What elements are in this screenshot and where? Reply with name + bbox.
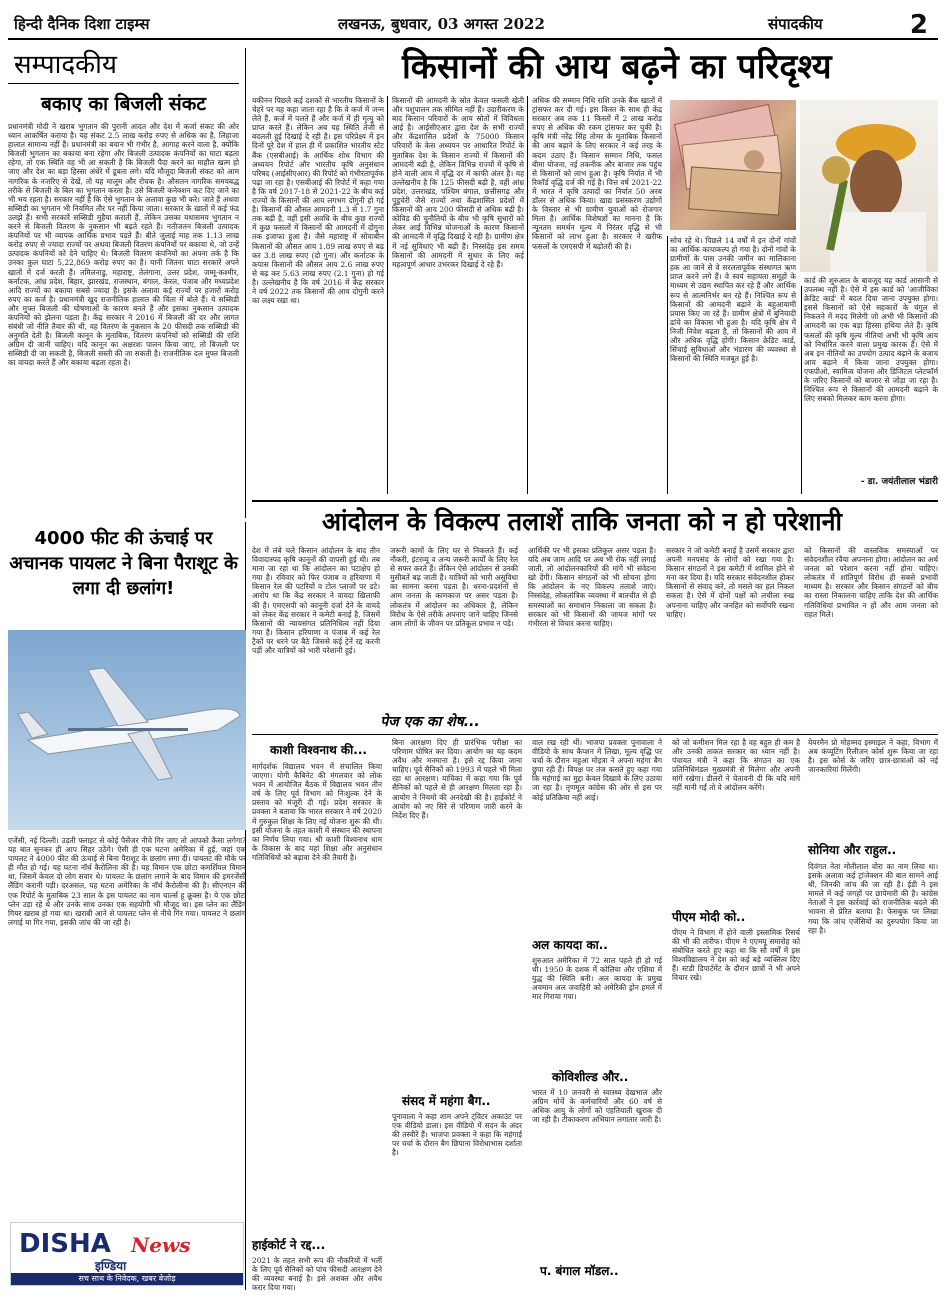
logo-tagline: सच साथ के निवेदक, खबर बेजोड़ [11,1273,243,1285]
main-col-2: किसानों की आमदनी के स्रोत केवल फसली खेती और पशुपालन तक सीमित नहीं हैं। उदारीकरण के बाद किसान परिवारों के आय स्रोतों में विविधता आई है। आईसीएआर द्वारा देश के सभी राज्यों और केंद्रशासित प्रदेशों के 75000 किसान परिवारों के केस अध्ययन पर आधारित रिपोर्ट के मुताबिक देश के किसान राज्यों में किसानों की आमदनी बढ़ी है, लेकिन विभिन्न राज्यों में कृषि से होने वाली आय में वृद्धि दर में काफी अंतर है। यह उल्लेखनीय है कि 125 फीसदी बढ़ी है, वहीं आंध्र प्रदेश, उत्तराखंड, पश्चिम बंगाल, छत्तीसगढ़ और पुडुचेरी जैसे राज्यों तथा केंद्रशासित प्रदेशों में किसानों की आय 200 फीसदी से अधिक बढ़ी है। कोविड की चुनौतियों के बीच भी कृषि सुधारों को लेकर आई विभिन्न योजनाओं के कारण किसानों की आमदनी में वृद्धि दिखाई दे रही है। ग्रामीण क्षेत्र में नई सुविधाएं भी बढ़ी हैं। निस्संदेह इस समय किसानों की आमदनी में सुधार के लिए कई महत्वपूर्ण आधार उभरकर दिखाई दे रहे हैं। [392,96,524,269]
continued-col-3 [532,738,662,1290]
section-label: संपादकीय [768,15,823,33]
column-rule [801,286,802,494]
pm-title: पीएम मोदी को.. [672,910,746,924]
second-story [252,504,938,704]
kashi-body: मार्गदर्शक विद्यालय भवन में संचालित किया जाएगा। योगी कैबिनेट की मंगलवार को लोक भवन में आयोजित बैठक में विद्यालय भवन तीन वर्ष के लिए पूर्व विभाग को निःशुल्क देने के प्रस्ताव को मंजूरी दी गई। प्रदेश सरकार के प्रवक्ता ने बताया कि भारत सरकार ने वर्ष 2020 में गुरुकुल शिक्षा के लिए नई योजना शुरू की थी। इसी योजना के तहत काशी में संस्थान की स्थापना का निर्णय लिया गया। श्री काशी विश्वनाथ धाम के विकास के बाद यहां शिक्षा और अनुसंधान गतिविधियों को बढ़ावा देने की तैयारी है। [252,762,382,862]
bangal-title: प. बंगाल मॉडल.. [540,1264,619,1278]
column-rule [387,96,388,494]
masthead [8,6,938,40]
currency-notes-photo [670,100,796,230]
alkayda-title: अल कायदा का.. [532,938,608,952]
pilot-body: एजेंसी, नई दिल्ली। उड़ती फ्लाइट से कोई पैसेंजर नीचे गिर जाए तो आपको कैसा लगेगा? यह बात सुनकर ही आप सिहर उठेंगे। ऐसी ही एक घटना अमेरिका में हुई, जहां एक पायलट ने 4000 फीट की ऊंचाई से बिना पैराशूट के छलांग लगा दी। पायलट की मौके पर ही मौत हो गई। यह घटना नॉर्थ कैरोलिना की है। यह विमान एक छोटा कमर्शियल विमान था, जिसमें केवल दो लोग सवार थे। पायलट के छलांग लगाने के बाद विमान की इमरजेंसी लैंडिंग करानी पड़ी। दरअसल, यह घटना अमेरिका के नॉर्थ कैरोलीना की है। सीएनएन की एक रिपोर्ट के मुताबिक 23 साल के इस पायलट का नाम चार्ल्स हू क्रूक्स है। ये एक छोटा प्लेन उड़ा रहे थे और उनके साथ उनका एक सहयोगी भी मौजूद था। इस प्लेन का लैंडिंग गियर खराब हो गया था। खराबी आने से पायलट प्लेन से नीचे गिर गया। पायलट ने छलांग लगाई या गिर गया, इसकी जांच की जा रही है। [8,836,246,927]
sansad-continued-body: वाल रख रही थीं। भाजपा प्रवक्ता पूनावाला ने वीडियो के साथ कैप्शन में लिखा, मूल्य वृद्धि पर चर्चा के दौरान महुआ मोइत्रा ने अपना महंगा बैग छुपा रही हैं। विपक्ष पर तंज कसते हुए कहा गया कि महंगाई का मुद्दा केवल दिखावे के लिए उठाया जा रहा है। तृणमूल कांग्रेस की ओर से इस पर कोई प्रतिक्रिया नहीं आई। [532,738,662,802]
sansad-title: संसद में महंगा बैग.. [402,1094,491,1108]
column-rule [667,236,668,494]
continued-section [252,738,938,1293]
covid-body: भारत में 10 जनवरी से स्वास्थ्य देखभाल और अग्रिम मोर्चे के कर्मचारियों और 60 वर्ष से अधिक आयु के लोगों को एहतियाती खुराक दी जा रही है। टीकाकरण अभियान लगातार जारी है। [532,1088,662,1125]
second-col-4: सरकार ने जो कमेटी बनाई है उसमें सरकार द्वारा अपनी मनपसंद के लोगों को रखा गया है। किसान संगठनों ने इस कमेटी में शामिल होने से मना कर दिया है। यदि सरकार संवेदनशील होकर किसानों से संवाद करे, तो मसले का हल निकल सकता है। ऐसे में दोनों पक्षों को लचीला रुख अपनाना चाहिए और जनहित को सर्वोपरि रखना चाहिए। [666,546,794,619]
sonia-body: दिवंगत नेता मोतीलाल वोरा का नाम लिया था। इसके अलावा कई ट्रांजेक्शन की बात सामने आई थी, जिनकी जांच की जा रही है। ईडी ने इस मामले में कई जगहों पर छापेमारी की है। कांग्रेस नेताओं ने इस कार्रवाई को राजनीतिक बदले की भावना से प्रेरित बताया है। फेसबुक पर लिखा गया कि जांच एजेंसियों का दुरुपयोग किया जा रहा है। [808,862,938,935]
editorial-section-title: सम्पादकीय [8,48,239,84]
main-headline: किसानों की आय बढ़ने का परिदृश्य [402,47,832,87]
hc-continued-body: बिना आरक्षण दिए ही प्रारंभिक परीक्षा का परिणाम घोषित कर दिया। आयोग का यह कदम अवैध और मनमाना है। इसे रद्द किया जाना चाहिए। पूर्व सैनिकों को 1993 में पहले भी मिला रहा था आरक्षण। याचिका में कहा गया कि पूर्व सैनिकों को पहले से ही आरक्षण मिलता रहा है। आयोग ने नियमों की अनदेखी की है। हाईकोर्ट ने आयोग को नए सिरे से परिणाम जारी करने के निर्देश दिए हैं। [392,738,522,820]
farmer-photo [800,100,938,272]
pm-continued-body: येयरमैन प्रो मोहम्मद इस्माइल ने कहा, विभाग में अब कंप्यूटिंग रिलीजन कोर्स शुरू किया जा रहा है। इस कोर्स के जरिए छात्र-छात्राओं को नई जानकारियां मिलेंगी। [808,738,938,775]
continued-title: पेज एक का शेष... [300,710,560,734]
main-byline: - डा. जयंतीलाल भंडारी [860,477,938,487]
logo-news: News [131,1233,191,1257]
sansad-body: पूनावाला ने कहा शाम अपने ट्विटर अकाउंट पर एक वीडियो डाला। इस वीडियो में सदन के अंदर की तस्वीरें हैं। भाजपा प्रवक्ता ने कहा कि महंगाई पर चर्चा के दौरान बैग छिपाना विरोधाभास दर्शाता है। [392,1112,522,1158]
editorial-headline: बकाए का बिजली संकट [41,93,206,115]
second-col-3: आर्थिकी पर भी इसका प्रतिकूल असर पड़ता है। यदि अब जाम आदि पर अब भी रोक नहीं लगाई जाती, तो आंदोलनकारियों की मांगें भी संवेदना खो देंगी। किसान संगठनों को भी सोचना होगा कि आंदोलन के नए विकल्प तलाशे जाएं। निस्संदेह, लोकतांत्रिक व्यवस्था में बातचीत से ही समस्याओं का समाधान निकाला जा सकता है। सरकार को भी किसानों की जायज मांगों पर गंभीरता से विचार करना चाहिए। [528,546,656,628]
pilot-headline: 4000 फीट की ऊंचाई पर अचानक पायलट ने बिना पैराशूट के लगा दी छलांग! [9,528,238,599]
editorial-column [8,48,246,518]
main-story [252,44,938,494]
page-number: 2 [909,10,928,40]
hc-body: 2021 के तहत सभी रूप की नौकरियों में भर्ती के लिए पूर्व सैनिकों को पांच फीसदी आरक्षण देने की व्यवस्था बनाई है। इसे अशक्त और अवैध करार दिया गया। [252,1256,382,1293]
second-col-5: को किसानों की वास्तविक समस्याओं पर संवेदनशील रवैया अपनाना होगा। आंदोलन का अर्थ जनता को परेशान करना नहीं होना चाहिए। लोकतंत्र में शांतिपूर्ण विरोध ही सबसे प्रभावी माध्यम है। सरकार और किसान संगठनों को बीच का रास्ता निकालना चाहिए ताकि देश की आर्थिक गतिविधियां प्रभावित न हों और आम जनता को राहत मिले। [804,546,938,619]
bangal-continued-body: को जो कमीशन मिल रहा है वह बहुत ही कम है और उनकी ताकत सरकार का ध्यान नहीं है। पंचायत मंत्री ने कहा कि संगठन का एक प्रतिनिधिमंडल मुख्यमंत्री से मिलेगा और अपनी मांगें रखेगा। डीलरों ने चेतावनी दी कि यदि मांगें नहीं मानी गईं तो वे आंदोलन करेंगे। [672,738,800,793]
divider [252,500,938,502]
dateline: लखनऊ, बुधवार, 03 अगस्त 2022 [338,15,545,33]
main-col-4: सोच रहे थे। पिछले 14 वर्षों में इन दोनों गांवों का आर्थिक कायाकल्प हो गया है। दोनों गांवों के ग्रामीणों के पास उनकी जमीन का मालिकाना हक आ जाने से वे सरलतापूर्वक संस्थागत ऋण प्राप्त करने लगे हैं। वे स्वयं सहायता समूहों के माध्यम से उद्यम स्थापित कर रहे हैं और आर्थिक रूप से आत्मनिर्भर बन रहे हैं। निश्चित रूप से किसानों की आमदनी बढ़ाने के बहुआयामी प्रयास किए जा रहे हैं। ग्रामीण क्षेत्रों में बुनियादी ढांचे का विकास भी हुआ है। यदि कृषि क्षेत्र में निजी निवेश बढ़ता है, तो किसानों की आय में और अधिक वृद्धि होगी। किसान क्रेडिट कार्ड, सिंचाई सुविधाओं और भंडारण की व्यवस्था से किसानों की स्थिति मजबूत हुई है। [670,236,796,364]
disha-news-logo [10,1222,244,1286]
pilot-story [8,522,246,1290]
second-col-1: देश में लंबे चले किसान आंदोलन के बाद तीन विवादास्पद कृषि कानूनों की वापसी हुई थी। तब माना जा रहा था कि आंदोलन का पटाक्षेप हो गया है। रविवार को फिर पंजाब व हरियाणा में किसान रेल की पटरियों व टोल प्लाजों पर डटे। आरोप था कि केंद्र सरकार ने वायदा खिलाफी की है। एमएसपी को कानूनी दर्जा देने के वायदे को लेकर केंद्र सरकार ने कमेटी बनाई है, जिसमें किसानों की न्यायसंगत प्रतिनिधित्व नहीं दिया गया है। किसान हरियाणा व पंजाब में कई रेल ट्रैकों पर धरने पर बैठे जिससे कई ट्रेनें रद्द करनी पड़ीं और यात्रियों को भारी परेशानी हुई। [252,546,380,656]
main-col-5: कार्ड की शुरुआत के बावजूद यह कार्ड आसानी से उपलब्ध नहीं है। ऐसे में इस कार्ड को 'आजीविका क्रेडिट कार्ड' में बदल दिया जाना उपयुक्त होगा। इससे किसानों को ऐसे सहकारों के चंगुल से निकलने में मदद मिलेगी जो अभी भी किसानों की आमदनी का एक बड़ा हिस्सा हथिया लेते हैं। कृषि फसलों की कृषि मूल्य नीतियां अभी भी कृषि आय को निर्धारित करने वाला प्रमुख कारक हैं। ऐसे में अब इन नीतियों का उपयोग उत्पाद बढ़ाने के बजाय आय बढ़ाने में किया जाना उपयुक्त होगा। एफपीओ, स्वामित्व योजना और डिजिटल प्लेटफॉर्म के जरिए किसानों को बाजार से जोड़ा जा रहा है। निश्चित रूप से किसानों की आमदनी बढ़ाने के लिए सबको मिलकर काम करना होगा। [804,276,938,404]
paper-name: हिन्दी दैनिक दिशा टाइम्स [14,15,150,33]
second-col-2: जरूरी कामों के लिए घर से निकलते हैं। कई नौकरी, इंटरव्यू व अन्य जरूरी कार्यों के लिए रेल से सफर करते हैं। लेकिन ऐसे आंदोलन से उनकी मुसीबतें बढ़ जाती हैं। यात्रियों को भारी असुविधा का सामना करना पड़ता है। धरना-प्रदर्शनों से आम जनता के कामकाज पर असर पड़ता है। लोकतंत्र में आंदोलन का अधिकार है, लेकिन विरोध के ऐसे तरीके अपनाए जाने चाहिए जिनसे आम लोगों के जीवन पर प्रतिकूल प्रभाव न पड़े। [390,546,518,628]
logo-name: DISHA [19,1229,111,1259]
editorial-body: प्रधानमंत्री मोदी ने खराब भुगतान की पुरानी आदत और देश में कर्जा संकट की ओर ध्यान आकर्षित कराया है। यह संकट 2.5 लाख करोड़ रुपए से अधिक का है, लिहाजा हालात सामान्य नहीं हैं। प्रधानमंत्री का बयान भी गंभीर है, आगाह करने वाला है, क्योंकि बिजली भुगतान का बकाया बना रहेगा और बिजली उत्पादक कंपनियों का घाटा बढ़ता रहेगा, तो एक स्थिति वह भी आ सकती है कि बिजली पैदा करने का माहौल खत्म हो जाए और देश का बड़ा हिस्सा अंधेरे में डूबता लगे। यदि मौजूदा बिजली संकट को आम नागरिक के नजरिए से देखें, तो यह मालूम और रोचक है। औसतन नागरिक समयबद्ध तरीके से बिजली के बिल का भुगतान करता है। उसे बिजली कनेक्शन कट दिए जाने का भी भय रहता है। सरकार नहीं है कि ऐसे भुगतान के अलावा कुछ भी करे। जाते हैं अथवा सब्सिडी का भुगतान भी नियमित तौर पर नहीं किया जाता। सरकार के खातों में कई फंड उलझे हैं। सभी सरकारें सब्सिडी मुहैया कराती हैं, लेकिन उसका यथासमय भुगतान न करने से बिजली वितरण के नुकसान भी बढ़ते रहते हैं। नतीजतन बिजली उत्पादक कंपनियों पर भी व्यापक आर्थिक प्रभाव पड़ते हैं। बीते जुलाई माह तक 1.13 लाख करोड़ रुपए से ज्यादा राज्यों पर अथवा बिजली वितरण कंपनियों पर बकाया थे, जो उन्हें उत्पादक कंपनियों को देने चाहिए थे। बिजली वितरण कंपनियों का अपना तर्क है कि उनका कुल घाटा 5,22,869 करोड़ रुपए का है। यानी जितना घाटा सरकारें अपने खातों में दर्ज करती हैं। तमिलनाडु, महाराष्ट्र, तेलंगाना, उत्तर प्रदेश, जम्मू-कश्मीर, कर्नाटक, आंध्र प्रदेश, बिहार, झारखंड, राजस्थान, बंगाल, केरल, पंजाब और मध्यप्रदेश आदि राज्यों का बकाया सबसे ज्यादा है। इसके अलावा कई राज्यों पर हजारों करोड़ रुपए का कर्ज है। प्रधानमंत्री खुद राजनीतिक हालात की चिंता में बोले हैं। ये सब्सिडी और मुफ्त बिजली की घोषणाओं के कारण बनते हैं और इसका नुकसान उत्पादक कंपनियों को झेलना पड़ता है। केंद्र सरकार ने 2016 में बिजली की दर और लागत संबंधी जो नीति तैयार की थी, वह वितरण के नुकसान के 20 फीसदी तक सब्सिडी की अनुमति देती है। बिजली कानून के मुताबिक, वितरण कंपनियों को सब्सिडी की राशि अग्रिम दी जानी चाहिए। यदि कानून का अक्षरशः पालन किया जाए, तो बिजली पर सब्सिडी दी जा सकती है, बिजली सस्ती की जा सकती है। राजनीतिक दल मुफ्त बिजली का वायदा करते हैं और बकाया बढ़ता रहता है। [8,122,239,368]
airplane-photo [8,630,246,830]
main-col-3: अधिक की सम्मान निधि राशि उनके बैंक खातों में ट्रांसफर कर दी गई। इस किस्त के साथ ही केंद्र सरकार अब तक 11 किस्तों में 2 लाख करोड़ रुपए से अधिक की रकम ट्रांसफर कर चुकी है। कृषि मंत्री नरेंद्र सिंह तोमर के मुताबिक किसानों की आय बढ़ाने के लिए सरकार ने कई तरह के कदम उठाए हैं। किसान सम्मान निधि, फसल बीमा योजना, नई तकनीक और बाजार तक पहुंच से किसानों को लाभ हुआ है। कृषि निर्यात में भी रिकॉर्ड वृद्धि दर्ज की गई है। वित्त वर्ष 2021-22 में भारत ने कृषि उत्पादों का निर्यात 50 अरब डॉलर से अधिक किया। खाद्य प्रसंस्करण उद्योगों के विस्तार से भी ग्रामीण युवाओं को रोजगार मिला है। आर्थिक विशेषज्ञों का मानना है कि न्यूनतम समर्थन मूल्य में निरंतर वृद्धि से भी किसानों को लाभ हुआ है। सरकार ने खरीफ फसलों के एमएसपी में बढ़ोतरी की है। [532,96,662,251]
logo-sub: इण्डिया [95,1259,127,1273]
second-headline: आंदोलन के विकल्प तलाशें ताकि जनता को न हो परेशानी [322,507,842,536]
pm-body: पीएम ने विभाग में होने वाली इस्लामिक रिसर्च की भी की तारीफ। पीएम ने एएमयू समारोह को संबोधित करते हुए कहा था कि सौ वर्षों में इस विश्वविद्यालय ने देश को कई बड़े व्यक्तित्व दिए हैं। स्टडी डिपार्टमेंट के दौरान छात्रों ने भी अपने विचार रखे। [672,928,800,983]
continued-col-4 [672,738,800,1290]
hc-title: हाईकोर्ट ने रद्द... [252,1238,326,1252]
alkayda-body: शुरुआत अमेरिका में 72 साल पहले ही हो गई थी। 1950 के दशक में कोलिया और एशिया में युद्ध की स्थिति बनी। अल कायदा के प्रमुख अयमान अल जवाहिरी को अमेरिकी ड्रोन हमले में मार गिराया गया। [532,956,662,1002]
covid-title: कोविशील्ड और.. [552,1070,629,1084]
main-col-1: यकीनन पिछले कई दशकों से भारतीय किसानों के चेहरे पर यह कहा जाता रहा है कि वे कर्ज में जन्म लेते हैं, कर्ज में पलते हैं और कर्ज में ही मृत्यु को प्राप्त करते हैं। लेकिन अब यह स्थिति तेजी से बदलती हुई दिखाई दे रही है। इस परिप्रेक्ष्य में इन दिनों पूरे देश में हाल ही में प्रकाशित भारतीय स्टेट बैंक (एसबीआई) के आर्थिक शोध विभाग की अध्ययन रिपोर्ट और भारतीय कृषि अनुसंधान परिषद (आईसीएआर) की रिपोर्ट को गंभीरतापूर्वक पढ़ा जा रहा है। एसबीआई की रिपोर्ट में कहा गया है कि वर्ष 2017-18 से 2021-22 के बीच कई राज्यों के किसानों की आय लगभग दोगुनी हो गई है। किसानों की औसत आमदनी 1.3 से 1.7 गुना तक बढ़ी है, वहीं इसी अवधि के बीच कुछ राज्यों में कुछ फसलों में किसानों की आमदनी में दोगुना तक इजाफा हुआ है। जैसे महाराष्ट्र में सोयाबीन किसानों की औसत आय 1.89 लाख रुपए से बढ़ कर 3.8 लाख रुपए (दो गुना) और कर्नाटक के कपास किसानों की औसत आय 2.6 लाख रुपए से बढ़ कर 5.63 लाख रुपए (2.1 गुना) हो गई है। उल्लेखनीय है कि वर्ष 2016 में केंद्र सरकार ने वर्ष 2022 तक किसानों की आय दोगुनी करने का लक्ष्य रखा था। [252,96,384,306]
column-rule [527,96,528,494]
continued-col-1 [252,738,382,1293]
sonia-title: सोनिया और राहुल.. [808,843,897,857]
kashi-title: काशी विश्वनाथ की... [270,743,367,757]
divider [252,734,938,735]
continued-col-2 [392,738,522,1290]
continued-col-5 [808,738,938,1290]
